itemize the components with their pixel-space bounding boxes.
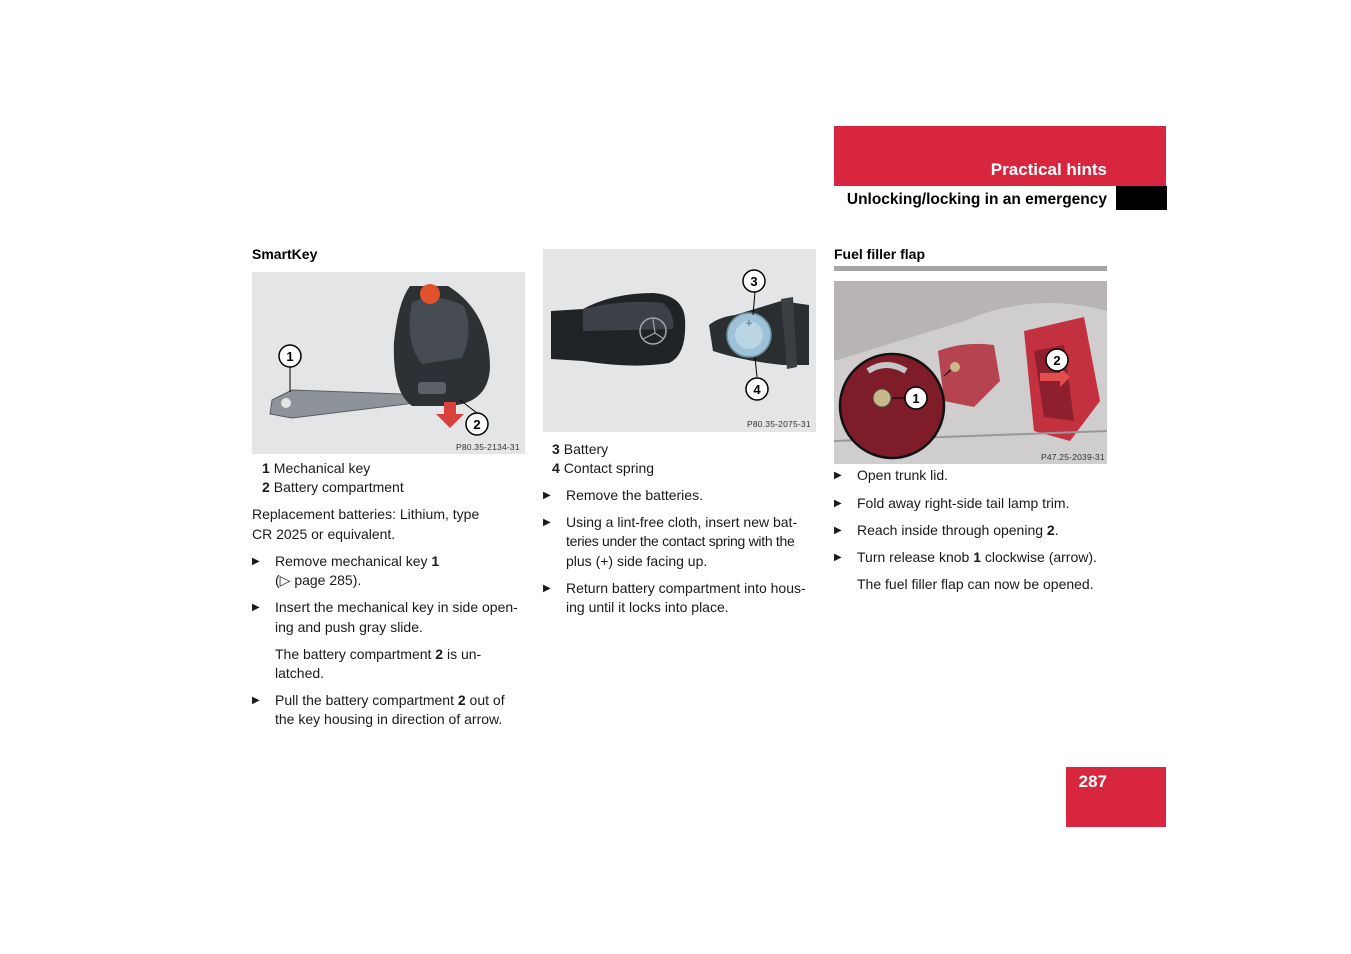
fuel-flap-illustration bbox=[834, 281, 1107, 464]
smartkey-heading: SmartKey bbox=[252, 246, 318, 262]
step-text: Return battery compartment into hous- bbox=[566, 580, 806, 596]
fuel-flap-figure bbox=[834, 281, 1107, 464]
callout-1: 1 bbox=[286, 349, 294, 364]
step-text: Open trunk lid. bbox=[857, 467, 949, 483]
step-text: Insert the mechanical key in side open- bbox=[275, 599, 518, 615]
heading-rule bbox=[834, 266, 1107, 271]
bullet-icon: ▶ bbox=[834, 552, 842, 563]
battery-illustration bbox=[543, 249, 816, 432]
battery-figure bbox=[543, 249, 816, 432]
battery-info-line2: CR 2025 or equivalent. bbox=[252, 526, 396, 542]
page-reference-link[interactable]: (▷ page 285). bbox=[275, 572, 362, 588]
bullet-icon: ▶ bbox=[834, 498, 842, 509]
step-text: Fold away right-side tail lamp trim. bbox=[857, 495, 1070, 511]
header-black-tab bbox=[1116, 186, 1167, 210]
callout-4: 4 bbox=[753, 382, 761, 397]
smartkey-figure bbox=[252, 272, 525, 454]
bullet-icon: ▶ bbox=[834, 470, 842, 481]
bullet-icon: ▶ bbox=[252, 556, 260, 567]
step-text: Pull the battery compartment 2 out of bbox=[275, 692, 505, 708]
callout-1: 1 bbox=[912, 391, 920, 406]
step-text: teries under the contact spring with the bbox=[566, 533, 795, 549]
page-number: 287 bbox=[1078, 772, 1107, 791]
step-text: Remove mechanical key 1 bbox=[275, 553, 440, 569]
bullet-icon: ▶ bbox=[252, 602, 260, 613]
bullet-icon: ▶ bbox=[252, 695, 260, 706]
callout-2: 2 bbox=[1053, 353, 1061, 368]
figure-code: P80.35-2134-31 bbox=[456, 442, 520, 452]
step-text: ing and push gray slide. bbox=[275, 619, 423, 635]
legend-item: 3 Battery bbox=[552, 441, 609, 457]
callout-3: 3 bbox=[750, 274, 758, 289]
step-result: The fuel filler flap can now be opened. bbox=[857, 576, 1094, 592]
step-text: ing until it locks into place. bbox=[566, 599, 729, 615]
bullet-icon: ▶ bbox=[834, 525, 842, 536]
step-result: latched. bbox=[275, 665, 325, 681]
step-text: the key housing in direction of arrow. bbox=[275, 711, 503, 727]
fuel-filler-heading: Fuel filler flap bbox=[834, 246, 926, 262]
bullet-icon: ▶ bbox=[543, 490, 551, 501]
page-subtitle: Unlocking/locking in an emergency bbox=[846, 191, 1107, 208]
step-text: Using a lint-free cloth, insert new bat- bbox=[566, 514, 798, 530]
legend-item: 2 Battery compartment bbox=[262, 479, 404, 495]
bullet-icon: ▶ bbox=[543, 583, 551, 594]
step-text: plus (+) side facing up. bbox=[566, 553, 708, 569]
smartkey-illustration bbox=[252, 272, 525, 454]
figure-code: P80.35-2075-31 bbox=[747, 419, 811, 429]
svg-text:+: + bbox=[745, 316, 753, 330]
battery-info-line1: Replacement batteries: Lithium, type bbox=[252, 506, 480, 522]
legend-item: 4 Contact spring bbox=[552, 460, 655, 476]
step-text: Turn release knob 1 clockwise (arrow). bbox=[857, 549, 1097, 565]
figure-code: P47.25-2039-31 bbox=[1041, 452, 1105, 462]
callout-2: 2 bbox=[473, 417, 481, 432]
bullet-icon: ▶ bbox=[543, 517, 551, 528]
step-result: The battery compartment 2 is un- bbox=[275, 646, 482, 662]
section-title: Practical hints bbox=[990, 160, 1107, 179]
step-text: Remove the batteries. bbox=[566, 487, 703, 503]
step-text: Reach inside through opening 2. bbox=[857, 522, 1059, 538]
legend-item: 1 Mechanical key bbox=[262, 460, 371, 476]
